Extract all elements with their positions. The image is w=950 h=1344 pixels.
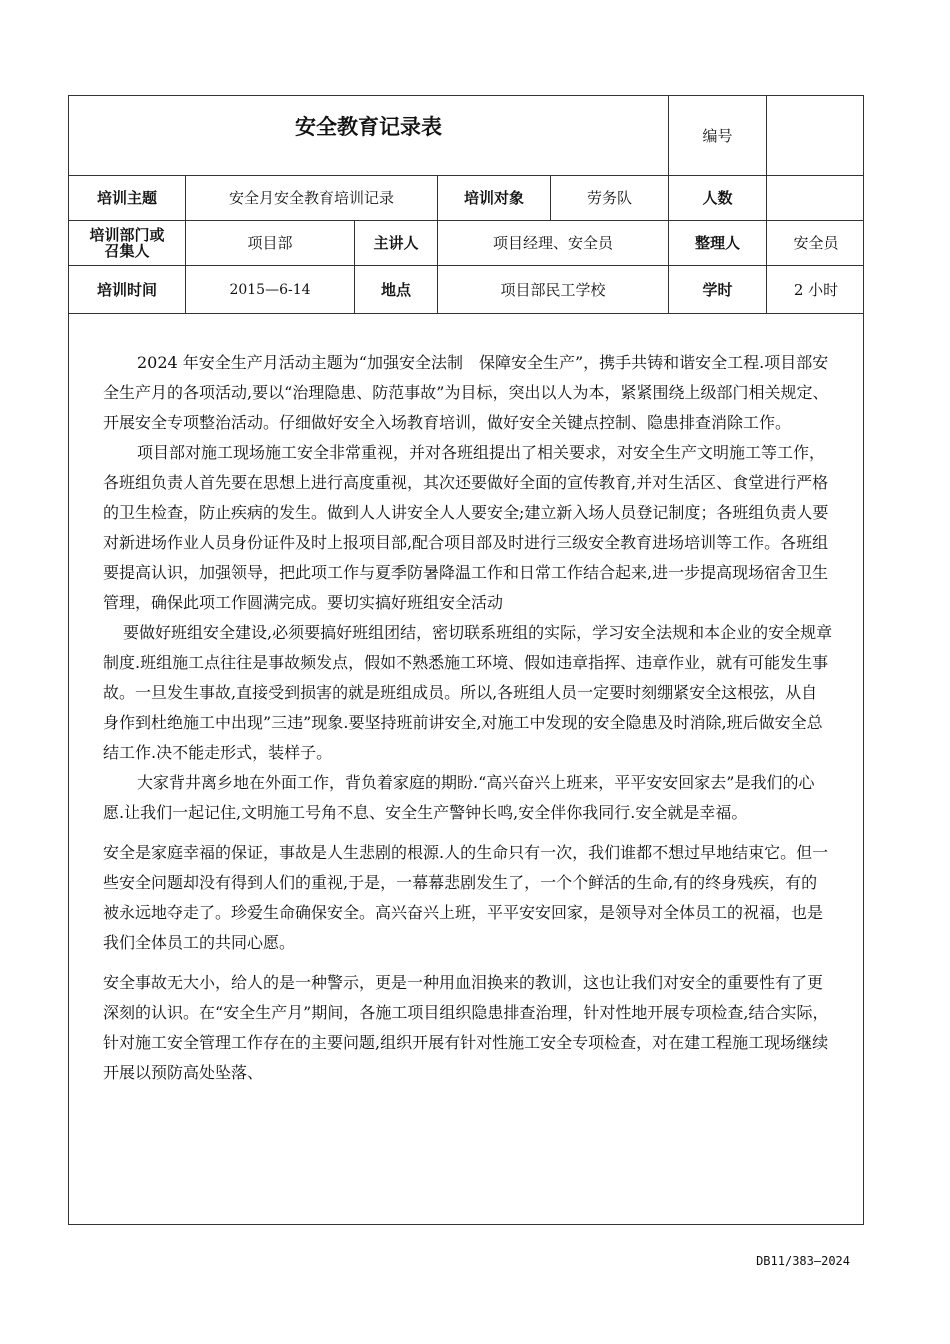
speaker-label: 主讲人 [355, 221, 438, 265]
header-row [69, 96, 863, 176]
content-paragraph-6: 安全事故无大小，给人的是一种警示，更是一种用血泪换来的教训，这也让我们对安全的重要性有了更深刻的认识。在“安全生产月”期间，各施工项目组织隐患排查治理，针对性地开展专项检查,结合实际，针对施工安全管理工作存在的主要问题,组织开展有针对性施工安全专项检查，对在建工程施工现场继续开展以预防高处坠落、 [103, 973, 829, 1082]
topic-label: 培训主题 [69, 176, 186, 220]
content-paragraph-4: 大家背井离乡地在外面工作，背负着家庭的期盼.“高兴奋兴上班来，平平安安回家去”是我们的心愿.让我们一起记住,文明施工号角不息、安全生产警钟长鸣,安全伴你我同行.安全就是幸福。 [103, 773, 815, 822]
dept-label: 培训部门或召集人 [69, 221, 186, 265]
recorder-label: 整理人 [669, 221, 767, 265]
content-paragraph-1: 2024 年安全生产月活动主题为“加强安全法制 保障安全生产”，携手共铸和谐安全工程.项目部安全生产月的各项活动,要以“治理隐患、防范事故”为目标，突出以人为本，紧紧围绕上级部门相关规定、开展安全专项整治活动。仔细做好安全入场教育培训，做好安全关键点控制、隐患排查消除工作。 [103, 353, 829, 432]
time-row [69, 266, 863, 314]
form-title: 安全教育记录表 [69, 96, 669, 176]
content-paragraph-5: 安全是家庭幸福的保证，事故是人生悲剧的根源.人的生命只有一次，我们谁都不想过早地结束它。但一些安全问题却没有得到人们的重视,于是，一幕幕悲剧发生了，一个个鲜活的生命,有的终身残疾，有的被永远地夺走了。珍爱生命确保安全。高兴奋兴上班，平平安安回家，是领导对全体员工的祝福，也是我们全体员工的共同心愿。 [103, 843, 829, 952]
number-value [767, 96, 865, 175]
place-label: 地点 [355, 266, 438, 313]
time-label: 培训时间 [69, 266, 186, 313]
recorder-value: 安全员 [793, 234, 839, 252]
dept-value: 项目部 [186, 221, 355, 265]
topic-row [69, 176, 863, 221]
document-code: DB11/383—2024 [756, 1254, 850, 1268]
content-paragraph-2: 项目部对施工现场施工安全非常重视，并对各班组提出了相关要求，对安全生产文明施工等工作，各班组负责人首先要在思想上进行高度重视，其次还要做好全面的宣传教育,并对生活区、食堂进行严格的卫生检查，防止疾病的发生。做到人人讲安全人人要安全;建立新入场人员登记制度；各班组负责人要对新进场作业人员身份证件及时上报项目部,配合项目部及时进行三级安全教育进场培训等工作。各班组要提高认识，加强领导，把此项工作与夏季防暑降温工作和日常工作结合起来,进一步提高现场宿舍卫生管理，确保此项工作圆满完成。要切实搞好班组安全活动 [103, 443, 829, 612]
dept-row [69, 221, 863, 266]
training-content [103, 348, 833, 1088]
count-value [767, 176, 865, 220]
record-form [68, 95, 864, 1225]
speaker-value: 项目经理、安全员 [438, 221, 669, 265]
content-paragraph-3: 要做好班组安全建设,必须要搞好班组团结，密切联系班组的实际，学习安全法规和本企业的安全规章制度.班组施工点往往是事故频发点，假如不熟悉施工环境、假如违章指挥、违章作业，就有可能发生事故。一旦发生事故,直接受到损害的就是班组成员。所以,各班组人员一定要时刻绷紧安全这根弦，从自身作到杜绝施工中出现”三违”现象.要坚持班前讲安全,对施工中发现的安全隐患及时消除,班后做安全总结工作.决不能走形式，装样子。 [103, 623, 833, 762]
place-value: 项目部民工学校 [438, 266, 669, 313]
target-label: 培训对象 [438, 176, 551, 220]
topic-value: 安全月安全教育培训记录 [186, 176, 438, 220]
count-label: 人数 [669, 176, 767, 220]
target-value: 劳务队 [551, 176, 669, 220]
hours-label: 学时 [669, 266, 767, 313]
time-value: 2015—6-14 [186, 266, 355, 313]
hours-value: 2 小时 [793, 280, 839, 299]
number-label: 编号 [669, 96, 767, 175]
